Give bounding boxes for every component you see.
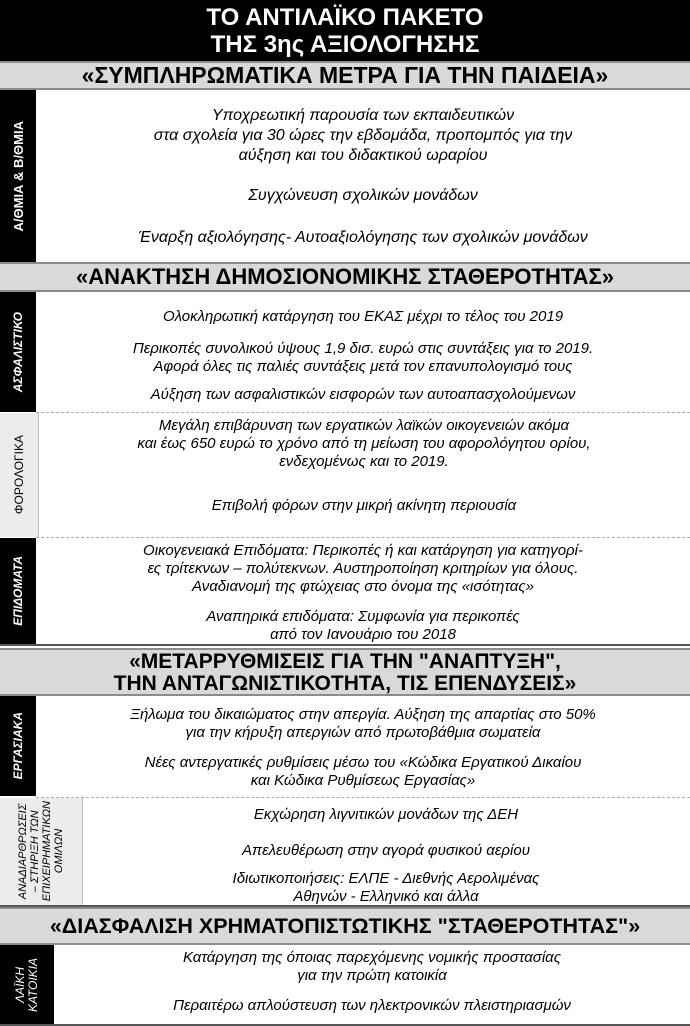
section-label: ΦΟΡΟΛΟΓΙΚΑ [11,435,26,515]
item: Ιδιωτικοποιήσεις: ΕΛΠΕ - Διεθνής Αερολιμένας Αθηνών - Ελληνικό και άλλα [232,870,540,905]
section-content [36,538,690,644]
section-housing [0,945,690,1024]
section-label-column [0,945,54,1024]
band-heading: «ΔΙΑΣΦΑΛΙΣΗ ΧΡΗΜΑΤΟΠΙΣΤΩΤΙΚΗΣ "ΣΤΑΘΕΡΟΤΗΤΑΣ"» [49,914,641,938]
section-restructuring [0,798,690,905]
section-label-column [0,798,83,905]
item: Κατάργηση της όποιας παρεχόμενης νομικής προστασίας για την πρώτη κατοικία [182,949,562,984]
band-heading-line-1: «ΜΕΤΑΡΡΥΘΜΙΣΕΙΣ ΓΙΑ ΤΗΝ "ΑΝΑΠΤΥΞΗ", [129,650,561,673]
band-heading-line-2: ΤΗΝ ΑΝΤΑΓΩΝΙΣΤΙΚΟΤΗΤΑ, ΤΙΣ ΕΠΕΝΔΥΣΕΙΣ» [113,672,577,695]
item: Απελευθέρωση στην αγορά φυσικού αερίου [242,842,530,859]
section-education [0,90,690,262]
band-financial-stability [0,907,690,945]
section-label-column [0,696,36,796]
band-fiscal-stability [0,262,690,292]
item: Επιβολή φόρων στην μικρή ακίνητη περιουσία [211,497,517,514]
section-label: ΕΠΙΔΟΜΑΤΑ [10,556,25,626]
item: Εκχώρηση λιγνιτικών μονάδων της ΔΕΗ [253,806,519,823]
section-label-column [0,292,36,412]
section-content [36,696,690,796]
section-rule [0,644,690,646]
section-label: ΑΣΦΑΛΙΣΤΙΚΟ [10,311,25,393]
page-title [0,0,690,61]
section-content [36,90,690,262]
section-content [38,413,690,537]
item: Ξήλωμα του δικαιώματος στην απεργία. Αύξηση της απαρτίας στο 50% για την κήρυξη απεργιών από πρωτοβάθμια σωματεία [130,706,596,741]
band-heading: «ΣΥΜΠΛΗΡΩΜΑΤΙΚΑ ΜΕΤΡΑ ΓΙΑ ΤΗΝ ΠΑΙΔΕΙΑ» [81,62,609,88]
section-label: ΕΡΓΑΣΙΑΚΑ [10,712,25,780]
band-reforms [0,648,690,696]
item: Αύξηση των ασφαλιστικών εισφορών των αυτοαπασχολούμενων [150,386,576,403]
section-label: Α/ΘΜΙΑ & Β/ΘΜΙΑ [10,120,26,232]
item: Ολοκληρωτική κατάργηση του ΕΚΑΣ μέχρι το τέλος του 2019 [162,308,564,325]
title-line-1: ΤΟ ΑΝΤΙΛΑΪΚΟ ΠΑΚΕΤΟ [206,4,484,31]
section-tax [0,413,690,537]
item: Αναπηρικά επιδόματα: Συμφωνία για περικοπές από τον Ιανουάριο του 2018 [206,608,520,643]
section-insurance [0,292,690,412]
section-label-column [0,90,36,262]
item: Περαιτέρω απλούστευση των ηλεκτρονικών πλειστηριασμών [173,997,571,1014]
section-label: ΑΝΑΔΙΑΡΘΡΩΣΕΙΣ – ΣΤΗΡΙΞΗ ΤΩΝ ΕΠΙΧΕΙΡΗΜΑΤΙΚΩΝ ΟΜΙΛΩΝ [17,801,65,902]
section-label-column [0,413,39,537]
section-labour [0,696,690,796]
item: Συγχώνευση σχολικών μονάδων [248,187,478,204]
title-line-2: ΤΗΣ 3ης ΑΞΙΟΛΟΓΗΣΗΣ [210,31,480,58]
item: Περικοπές συνολικού ύψους 1,9 δισ. ευρώ στις συντάξεις για το 2019. Αφορά όλες τις παλιές συντάξεις μετά τον επανυπολογισμό τους [132,340,594,375]
band-education-measures [0,61,690,90]
section-content [82,798,690,905]
item: Νέες αντεργατικές ρυθμίσεις μέσω του «Κώδικα Εργατικού Δικαίου και Κώδικα Ρυθμίσεως Εργασίας» [144,754,582,789]
item: Μεγάλη επιβάρυνση των εργατικών λαϊκών οικογενειών ακόμα και έως 650 ευρώ το χρόνο από τη μείωση του αφορολόγητου ορίου, ενδεχομένως και το 2019. [137,417,591,470]
item: Υποχρεωτική παρουσία των εκπαιδευτικών στα σχολεία για 30 ώρες την εβδομάδα, προπομπός για την αύξηση και του διδακτικού ωραρίου [153,107,573,164]
band-heading: «ΑΝΑΚΤΗΣΗ ΔΗΜΟΣΙΟΝΟΜΙΚΗΣ ΣΤΑΘΕΡΟΤΗΤΑΣ» [76,264,614,289]
section-label: ΛΑΪΚΗ ΚΑΤΟΙΚΙΑ [13,957,40,1012]
section-benefits [0,538,690,644]
item: Έναρξη αξιολόγησης- Αυτοαξιολόγησης των σχολικών μονάδων [138,229,588,246]
section-label-column [0,538,36,644]
section-content [36,292,690,412]
section-content [54,945,690,1024]
item: Οικογενειακά Επιδόματα: Περικοπές ή και κατάργηση για κατηγορί- ες τρίτεκνων – πολύτεκνων. Αυστηροποίηση κριτηρίων για όλους. Αναδιανομή της φτώχειας στο όνομα της «ισότητας» [143,542,583,595]
